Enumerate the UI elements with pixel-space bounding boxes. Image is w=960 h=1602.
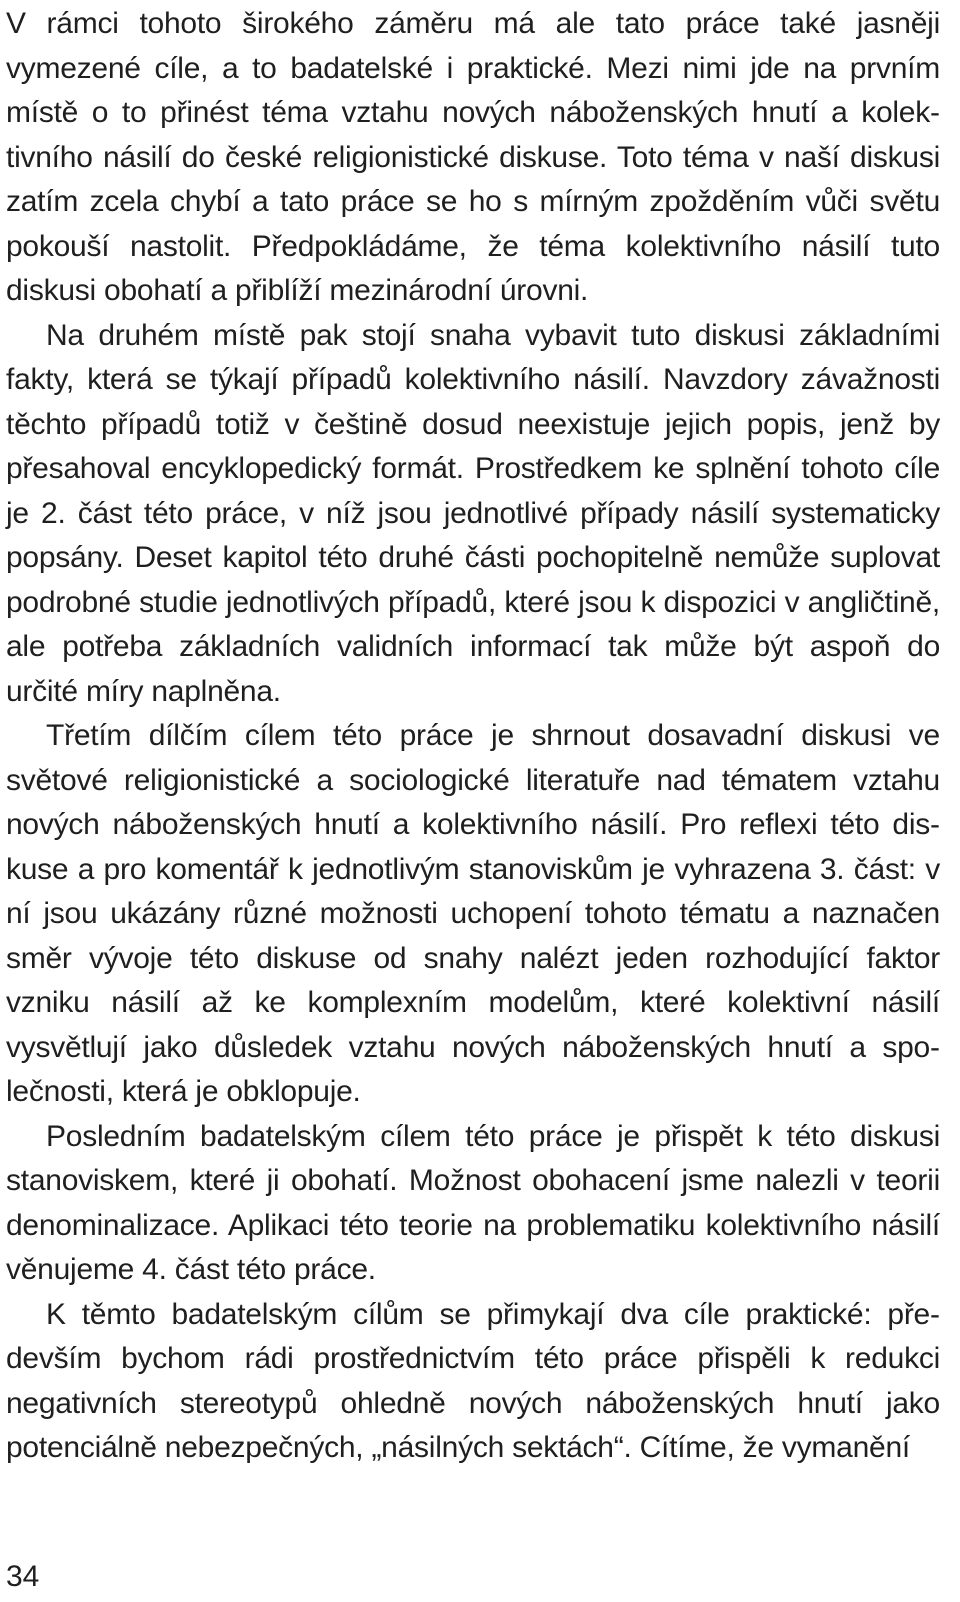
paragraph: Třetím dílčím cílem této práce je shrnout dosavadní diskusi ve světové religionistické a sociologické literatuře nad tématem vztahu nových náboženských hnutí a kolektivního násilí. Pro reflexi této diskuse a pro komentář k jednotlivým stanoviskům je vyhrazena 3. část: v ní jsou ukázány různé možnosti uchopení tohoto tématu a naznačen směr vývoje této diskuse od snahy nalézt jeden rozhodující faktor vzniku násilí až ke komplexním modelům, které kolektivní násilí vysvětlují jako důsledek vztahu nových náboženských hnutí a společnosti, která je obklopuje. <box>6 719 940 1108</box>
paragraph: Na druhém místě pak stojí snaha vybavit tuto diskusi základními fakty, která se týkají případů kolektivního násilí. Navzdory závažnosti těchto případů totiž v češtině dosud neexistuje jejich popis, jenž by přesahoval encyklopedický formát. Prostředkem ke splnění tohoto cíle je 2. část této práce, v níž jsou jednotlivé případy násilí systematicky popsány. Deset kapitol této druhé části pochopitelně nemůže suplovat podrobné studie jednotlivých případů, které jsou k dispozici v angličtině, ale potřeba základních validních informací tak může být aspoň do určité míry naplněna. <box>6 318 940 708</box>
paragraph: V rámci tohoto širokého záměru má ale tato práce také jasněji vymezené cíle, a to badatelské i praktické. Mezi nimi jde na prvním místě o to přinést téma vztahu nových náboženských hnutí a kolektivního násilí do české religionistické diskuse. Toto téma v naší diskusi zatím zcela chybí a tato práce se ho s mírným zpožděním vůči světu pokouší nastolit. Předpokládáme, že téma kolektivního násilí tuto diskusi obohatí a přiblíží mezinárodní úrovni. <box>6 7 940 307</box>
paragraph: K těmto badatelským cílům se přimykají dva cíle praktické: především bychom rádi prostřednictvím této práce přispěli k redukci negativních stereotypů ohledně nových náboženských hnutí jako potenciálně nebezpečných, „násilných sektách“. Cítíme, že vymanění <box>6 1297 940 1464</box>
body-text <box>6 2 940 1471</box>
paragraph: Posledním badatelským cílem této práce je přispět k této diskusi stanoviskem, které ji obohatí. Možnost obohacení jsme nalezli v teorii denominalizace. Aplikaci této teorie na problematiku kolektivního násilí věnujeme 4. část této práce. <box>6 1119 940 1286</box>
page-number: 34 <box>6 1560 40 1593</box>
